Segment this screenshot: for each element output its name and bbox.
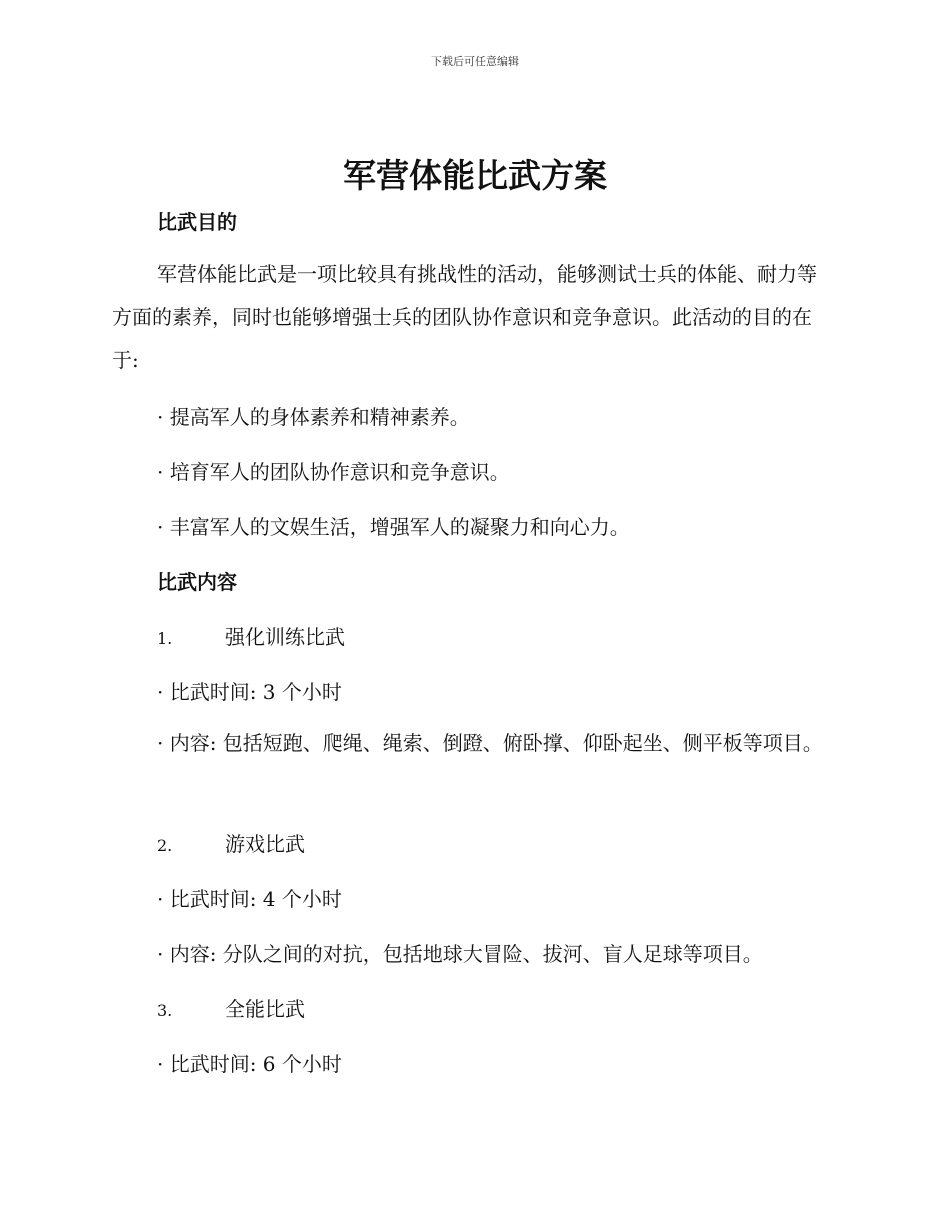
- item-name: 强化训练比武: [225, 625, 345, 649]
- page-header: 下载后可任意编辑: [431, 55, 519, 68]
- contest-item-2-time: · 比武时间: 4 个小时: [157, 887, 342, 911]
- contest-item-1-time: · 比武时间: 3 个小时: [157, 680, 342, 704]
- item-number: 2.: [157, 836, 173, 855]
- item-number: 3.: [157, 1001, 173, 1020]
- section-heading-content: 比武内容: [157, 570, 237, 594]
- purpose-bullet-1: · 提高军人的身体素养和精神素养。: [157, 405, 470, 429]
- contest-item-1-content: · 内容: 包括短跑、爬绳、绳索、倒蹬、俯卧撑、仰卧起坐、侧平板等项目。: [157, 731, 823, 755]
- item-number: 1.: [157, 629, 173, 648]
- section-heading-purpose: 比武目的: [157, 210, 237, 234]
- purpose-paragraph: 军营体能比武是一项比较具有挑战性的活动，能够测试士兵的体能、耐力等方面的素养，同时也能够增强士兵的团队协作意识和竞争意识。此活动的目的在于:: [112, 262, 817, 372]
- item-name: 全能比武: [225, 997, 305, 1021]
- contest-item-3-time: · 比武时间: 6 个小时: [157, 1052, 342, 1076]
- contest-item-3-title: [157, 993, 305, 1022]
- contest-item-2-title: [157, 828, 305, 857]
- purpose-bullet-3: · 丰富军人的文娱生活，增强军人的凝聚力和向心力。: [157, 515, 630, 539]
- contest-item-2-content: · 内容: 分队之间的对抗，包括地球大冒险、拔河、盲人足球等项目。: [157, 942, 763, 966]
- item-name: 游戏比武: [225, 832, 305, 856]
- contest-item-1-title: [157, 621, 345, 650]
- document-title: 军营体能比武方案: [343, 156, 607, 195]
- purpose-bullet-2: · 培育军人的团队协作意识和竞争意识。: [157, 460, 510, 484]
